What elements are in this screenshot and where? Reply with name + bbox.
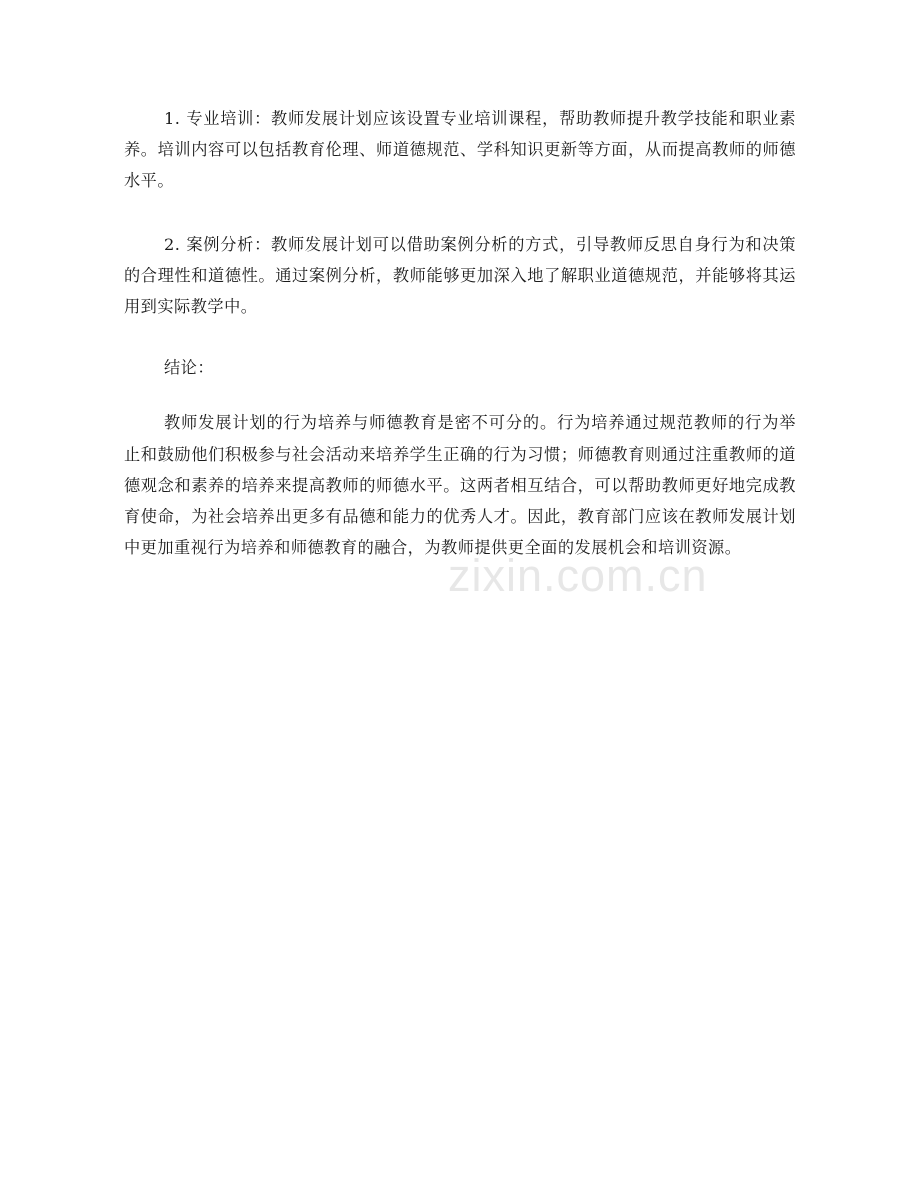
document-page <box>124 103 796 563</box>
paragraph-conclusion-heading: 结论： <box>164 358 215 378</box>
paragraph-case-analysis: 2. 案例分析：教师发展计划可以借助案例分析的方式，引导教师反思自身行为和决策的合理性和道德性。通过案例分析，教师能够更加深入地了解职业道德规范，并能够将其运用到实际教学中。 <box>124 234 796 317</box>
paragraph-professional-training: 1. 专业培训：教师发展计划应该设置专业培训课程，帮助教师提升教学技能和职业素养。培训内容可以包括教育伦理、师道德规范、学科知识更新等方面，从而提高教师的师德水平。 <box>124 109 796 191</box>
paragraph-conclusion-body: 教师发展计划的行为培养与师德教育是密不可分的。行为培养通过规范教师的行为举止和鼓励他们积极参与社会活动来培养学生正确的行为习惯；师德教育则通过注重教师的道德观念和素养的培养来提高教师的师德水平。这两者相互结合，可以帮助教师更好地完成教育使命，为社会培养出更多有品德和能力的优秀人才。因此，教育部门应该在教师发展计划中更加重视行为培养和师德教育的融合，为教师提供更全面的发展机会和培训资源。 <box>124 413 796 558</box>
site-watermark: zixin.com.cn <box>448 550 708 601</box>
